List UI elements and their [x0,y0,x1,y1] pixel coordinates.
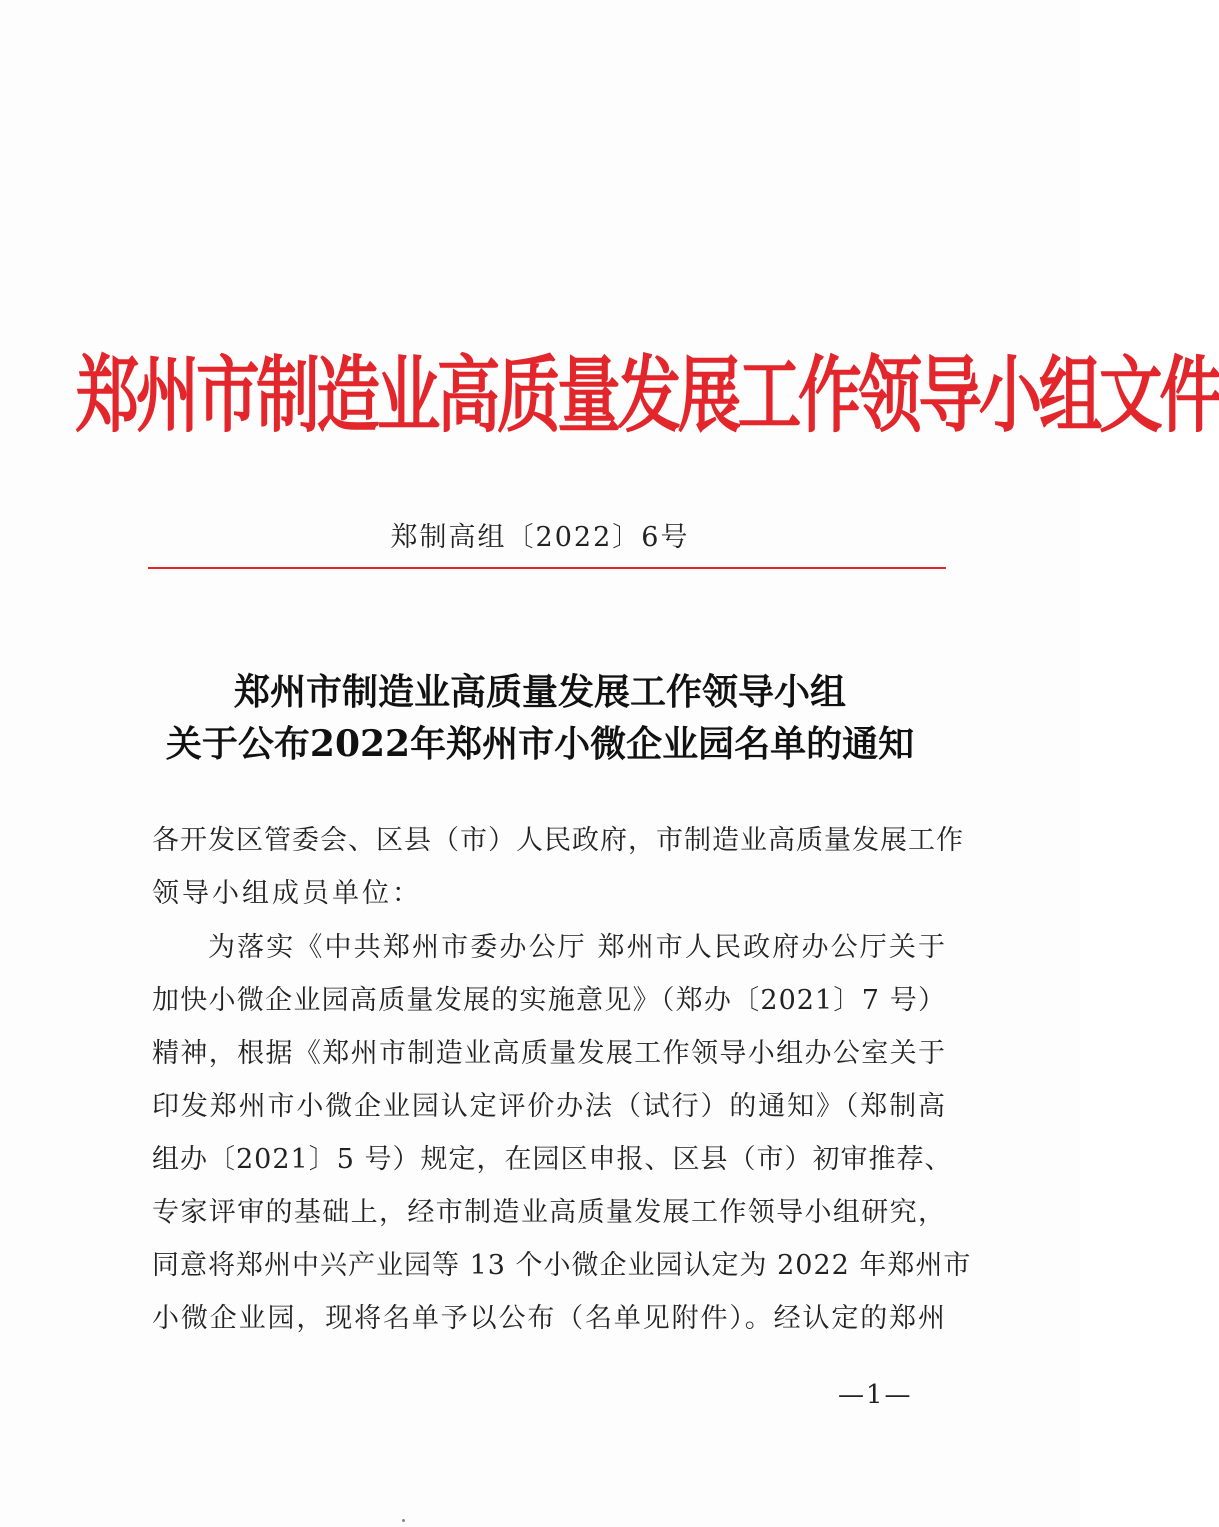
body-line-1: 各开发区管委会、区县（市）人民政府，市制造业高质量发展工作 [152,825,964,856]
page-number: —1— [838,1380,913,1410]
body-line-2: 领导小组成员单位： [152,878,422,909]
body-line-7: 组办〔2021〕5 号）规定，在园区申报、区县（市）初审推荐、 [152,1144,953,1175]
body-line-9: 同意将郑州中兴产业园等 13 个小微企业园认定为 2022 年郑州市 [152,1250,972,1281]
body-line-5: 精神，根据《郑州市制造业高质量发展工作领导小组办公室关于 [152,1038,946,1069]
body-line-8: 专家评审的基础上，经市制造业高质量发展工作领导小组研究， [152,1197,946,1228]
notice-title-line-1: 郑州市制造业高质量发展工作领导小组 [233,671,846,713]
body-line-4: 加快小微企业园高质量发展的实施意见》（郑办〔2021〕7 号） [152,985,946,1016]
body-line-3: 为落实《中共郑州市委办公厅 郑州市人民政府办公厅关于 [208,932,946,963]
scan-speck [402,1519,405,1522]
body-line-6: 印发郑州市小微企业园认定评价办法（试行）的通知》（郑制高 [152,1091,946,1122]
red-divider-rule [148,567,946,569]
body-line-10: 小微企业园，现将名单予以公布（名单见附件）。经认定的郑州 [152,1303,946,1334]
notice-title-line-2: 关于公布2022年郑州市小微企业园名单的通知 [165,723,915,765]
document-number: 郑制高组〔2022〕6号 [390,522,690,553]
document-header-title: 郑州市制造业高质量发展工作领导小组文件 [75,347,1219,445]
